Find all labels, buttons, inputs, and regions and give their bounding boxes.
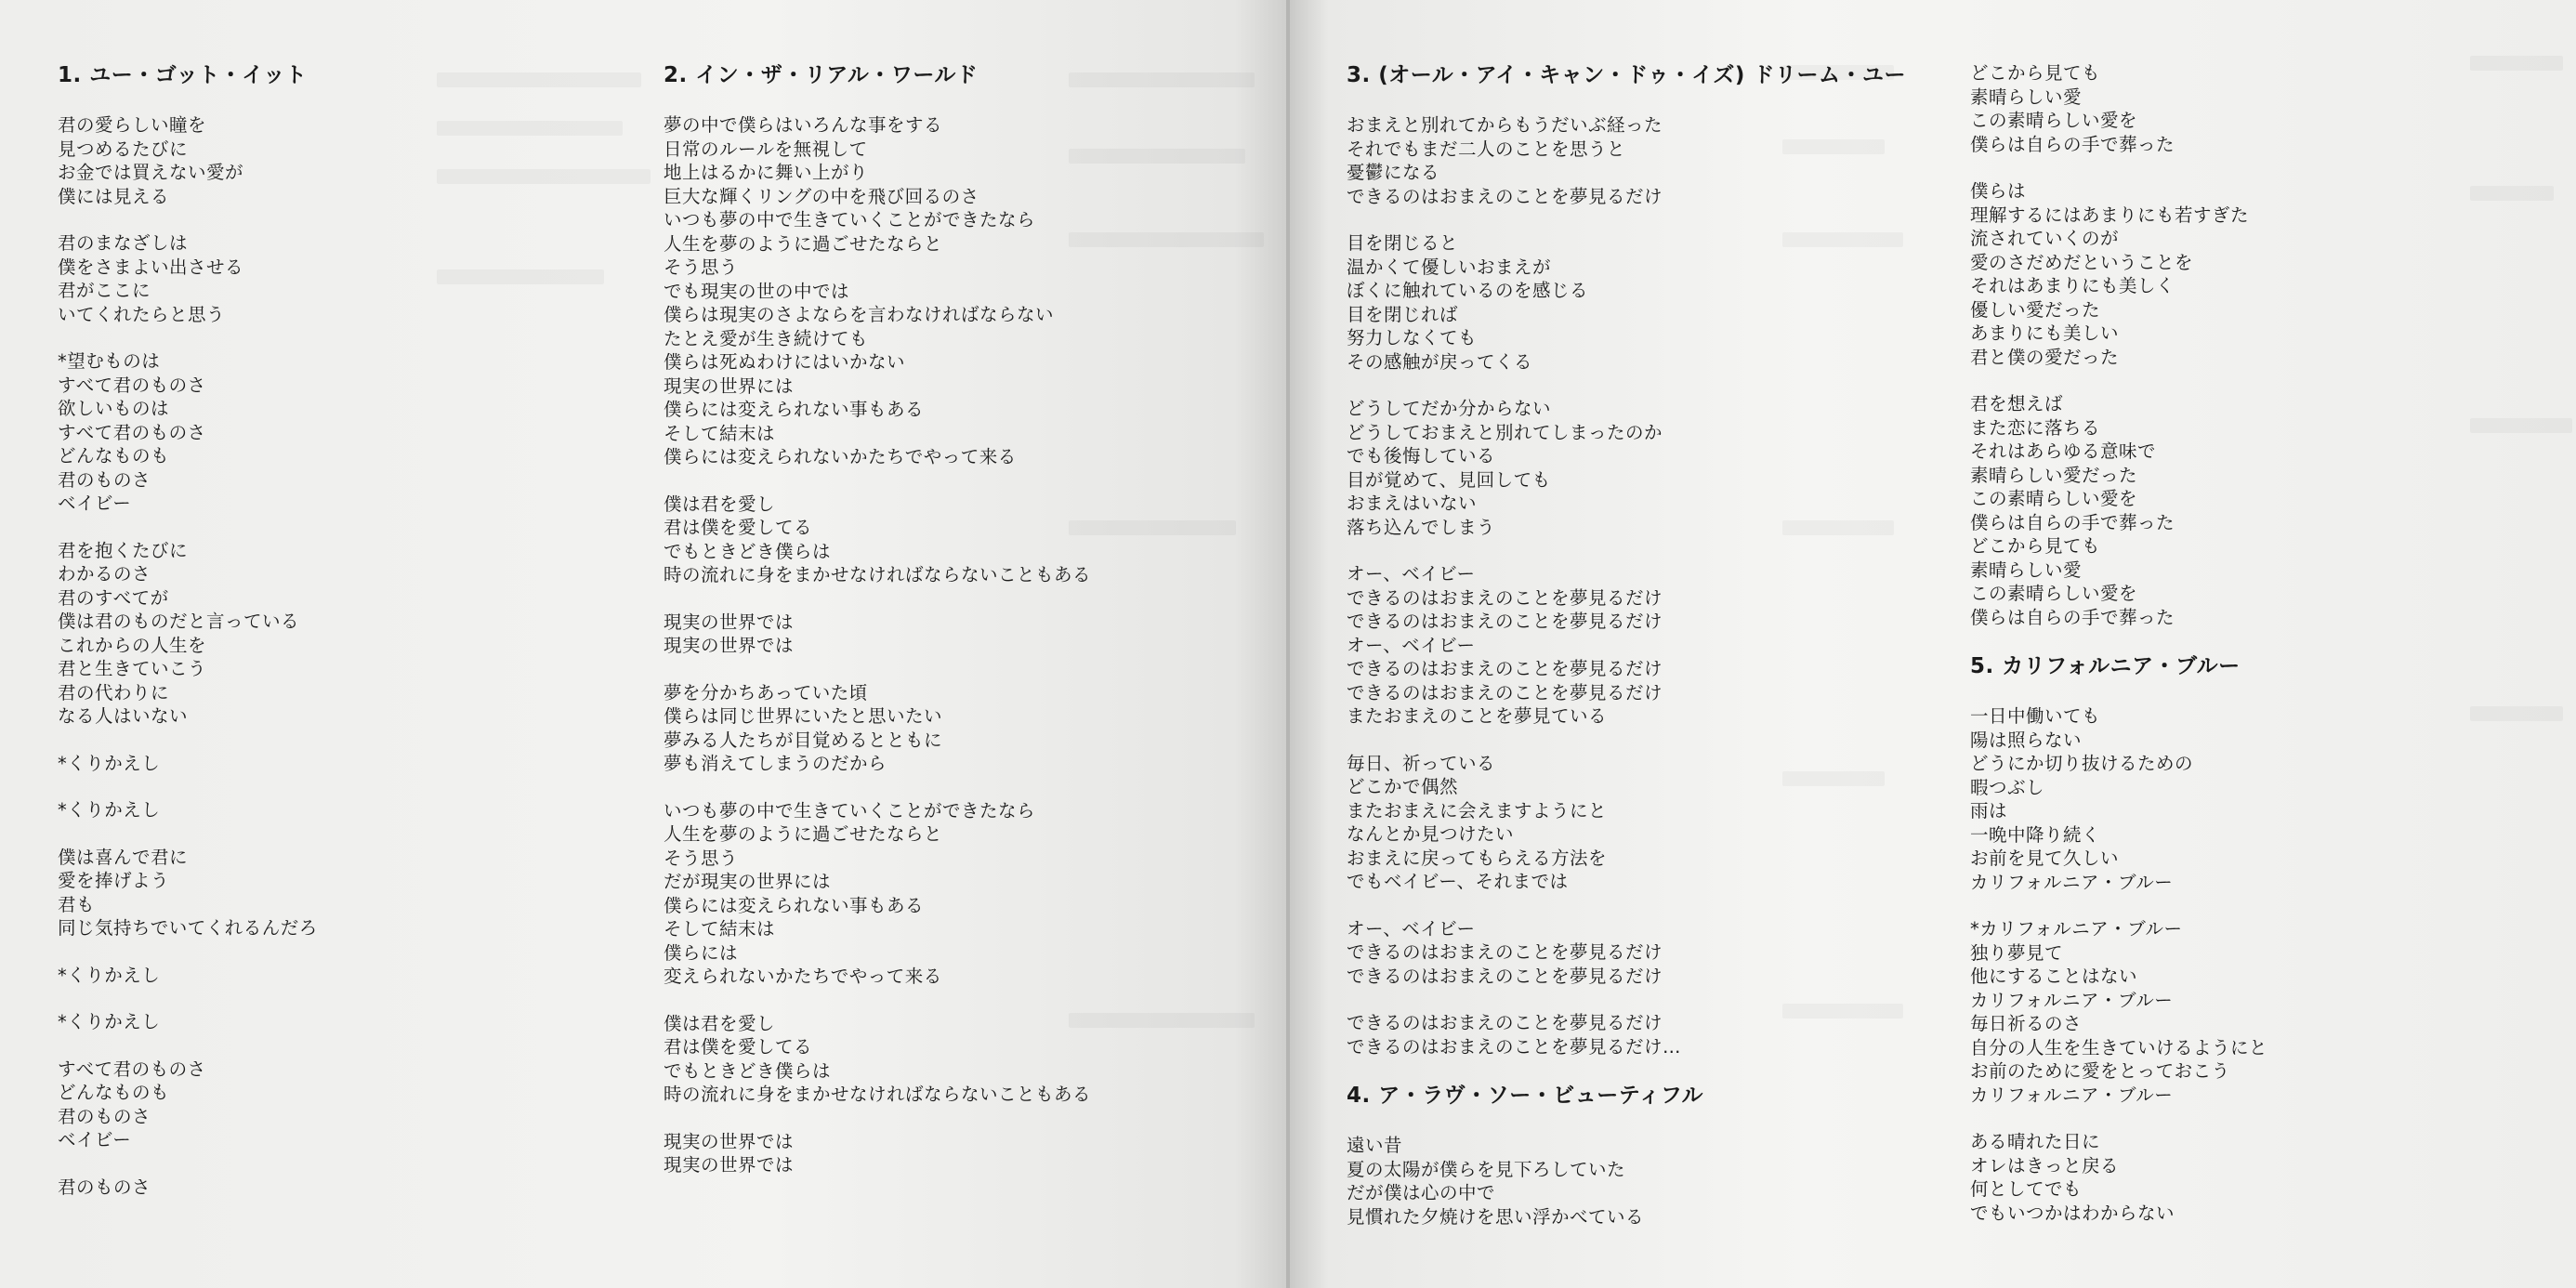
lyric-line: いつも夢の中で生きていくことができたなら: [664, 209, 1036, 230]
lyric-line: なんとか見つけたい: [1347, 823, 1515, 845]
lyric-line: それはあまりにも美しく: [1970, 275, 2175, 296]
lyric-line: でも現実の世の中では: [664, 280, 850, 302]
lyric-line: そして結末は: [664, 918, 776, 940]
lyric-line: でもベイビー、それまでは: [1347, 871, 1569, 892]
lyric-stanza: [58, 539, 634, 729]
lyric-line: 君も: [58, 893, 96, 915]
lyric-stanza: [1970, 61, 2546, 156]
lyric-line: またおまえのことを夢見ている: [1347, 705, 1608, 727]
lyric-stanza: [1347, 752, 1923, 894]
lyric-line: 愛を捧げよう: [58, 870, 170, 891]
lyric-stanza: [1970, 392, 2546, 629]
lyric-line: わかるのさ: [58, 563, 151, 585]
lyric-line: 君を想えば: [1970, 393, 2064, 414]
lyric-line: 地上はるかに舞い上がり: [664, 162, 869, 183]
lyric-stanza: [58, 1176, 634, 1200]
lyric-line: 夢も消えてしまうのだから: [664, 753, 887, 774]
lyric-line: 君のものさ: [58, 468, 151, 491]
lyric-line: 目を閉じれば: [1347, 303, 1459, 325]
lyric-stanza: [1347, 113, 1923, 208]
lyric-line: すべて君のものさ: [58, 421, 206, 443]
lyric-line: おまえに戻ってもらえる方法を: [1347, 847, 1608, 869]
lyric-line: 独り夢見て: [1970, 941, 2064, 964]
lyric-line: 目を閉じると: [1347, 232, 1459, 254]
lyric-line: 僕は君を愛し: [664, 1012, 776, 1034]
lyric-line: どこから見ても: [1970, 62, 2101, 84]
lyric-line: いてくれたらと思う: [58, 303, 226, 325]
lyric-line: 温かくて優しいおまえが: [1347, 256, 1552, 278]
lyric-line: 僕は喜んで君に: [58, 846, 189, 868]
lyric-line: 毎日、祈っている: [1347, 752, 1496, 774]
lyric-line: ぼくに触れているのを感じる: [1347, 280, 1589, 301]
lyric-line: 一日中働いても: [1970, 705, 2101, 727]
lyric-line: 僕らには: [664, 941, 739, 964]
lyric-line: 僕らは現実のさよならを言わなければならない: [664, 304, 1055, 325]
lyric-line: そして結末は: [664, 422, 776, 444]
lyric-line: 努力しなくても: [1347, 327, 1478, 348]
lyric-line: カリフォルニア・ブルー: [1970, 871, 2174, 893]
lyric-stanza: [58, 846, 634, 940]
lyric-line: お金では買えない愛が: [58, 162, 244, 183]
song-title: 1. ユー・ゴット・イット: [58, 63, 308, 87]
lyric-line: でも後悔している: [1347, 445, 1496, 467]
lyric-line: できるのはおまえのことを夢見るだけ: [1347, 681, 1663, 703]
lyric-line: だが僕は心の中で: [1347, 1182, 1496, 1203]
lyric-line: 愛のさだめだということを: [1970, 251, 2194, 273]
lyric-line: 現実の世界では: [664, 1130, 795, 1152]
lyric-line: ベイビー: [58, 493, 132, 514]
lyric-line: でもときどき僕らは: [664, 540, 832, 562]
lyric-line: 落ち込んでしまう: [1347, 516, 1496, 538]
lyrics-column-3: [1347, 61, 1923, 1252]
lyric-line: 自分の人生を生きていけるようにと: [1970, 1036, 2268, 1058]
lyric-line: 何としてでも: [1970, 1178, 2083, 1200]
lyric-line: 君と生きていこう: [58, 658, 207, 679]
lyric-line: 僕らには変えられない事もある: [664, 399, 925, 420]
lyric-stanza: [58, 113, 634, 208]
lyric-stanza: [58, 231, 634, 326]
lyric-line: どこかで偶然: [1347, 776, 1459, 797]
lyric-stanza: [1970, 917, 2546, 1107]
lyric-stanza: [58, 964, 634, 988]
lyric-line: どんなものも: [58, 445, 170, 467]
song-title: 2. イン・ザ・リアル・ワールド: [664, 63, 979, 87]
lyric-line: 君は僕を愛してる: [664, 517, 813, 538]
lyric-line: その感触が戻ってくる: [1347, 350, 1533, 373]
lyric-line: 僕らには変えられないかたちでやって来る: [664, 446, 1017, 467]
lyric-line: 人生を夢のように過ごせたならと: [664, 823, 943, 845]
lyric-line: 素晴らしい愛: [1970, 559, 2083, 581]
lyric-line: できるのはおまえのことを夢見るだけ: [1347, 941, 1663, 963]
lyric-line: そう思う: [664, 256, 739, 278]
lyric-line: 君のまなざしは: [58, 232, 189, 254]
lyric-line: 君のものさ: [58, 1176, 151, 1198]
lyric-line: 優しい愛だった: [1970, 298, 2101, 321]
song-block: [58, 61, 634, 1199]
song-title: 5. カリフォルニア・ブルー: [1970, 654, 2241, 678]
lyric-line: それでもまだ二人のことを思うと: [1347, 138, 1626, 160]
lyric-line: いつも夢の中で生きていくことができたなら: [664, 799, 1036, 821]
lyric-line: できるのはおまえのことを夢見るだけ…: [1347, 1035, 1682, 1058]
lyric-stanza: [1347, 1011, 1923, 1058]
lyric-line: 現実の世界では: [664, 611, 795, 633]
lyric-line: 夢みる人たちが目覚めるとともに: [664, 729, 943, 751]
lyric-line: オレはきっと戻る: [1970, 1154, 2120, 1176]
lyric-line: 現実の世界には: [664, 375, 795, 397]
lyric-line: できるのはおまえのことを夢見るだけ: [1347, 1012, 1663, 1033]
lyric-line: できるのはおまえのことを夢見るだけ: [1347, 965, 1663, 987]
lyric-line: オー、ベイビー: [1347, 917, 1476, 940]
lyric-line: 君のものさ: [58, 1105, 151, 1127]
lyric-line: カリフォルニア・ブルー: [1970, 1084, 2174, 1106]
lyric-line: 僕らには変えられない事もある: [664, 894, 925, 916]
lyric-line: 見慣れた夕焼けを思い浮かべている: [1347, 1205, 1645, 1228]
lyric-line: どんなものも: [58, 1082, 170, 1103]
lyric-line: 僕には見える: [58, 185, 170, 207]
lyric-stanza: [1347, 231, 1923, 374]
lyric-line: でもいつかはわからない: [1970, 1202, 2175, 1224]
lyric-stanza: [1347, 397, 1923, 539]
lyric-line: *望むものは: [58, 350, 161, 372]
lyric-line: 君と僕の愛だった: [1970, 346, 2120, 368]
lyric-stanza: [1970, 179, 2546, 369]
lyric-stanza: [664, 113, 1240, 469]
lyric-line: 目が覚めて、見回しても: [1347, 468, 1551, 491]
lyric-line: 時の流れに身をまかせなければならないこともある: [664, 1084, 1092, 1105]
lyric-line: これからの人生を: [58, 634, 207, 656]
lyric-line: 憂鬱になる: [1347, 162, 1440, 183]
lyric-line: この素晴らしい愛を: [1970, 583, 2138, 604]
song-title: 4. ア・ラヴ・ソー・ビューティフル: [1347, 1084, 1703, 1108]
lyric-line: できるのはおまえのことを夢見るだけ: [1347, 185, 1663, 207]
lyric-stanza: [664, 493, 1240, 587]
lyric-line: オー、ベイビー: [1347, 563, 1476, 585]
lyric-line: でもときどき僕らは: [664, 1059, 832, 1082]
lyric-line: 同じ気持ちでいてくれるんだろ: [58, 917, 318, 939]
lyric-line: 他にすることはない: [1970, 966, 2138, 987]
lyric-line: なる人はいない: [58, 705, 189, 727]
lyric-line: 夢の中で僕らはいろんな事をする: [664, 114, 943, 136]
lyrics-column-2: [664, 61, 1240, 1201]
lyric-stanza: [1970, 704, 2546, 894]
lyric-stanza: [58, 349, 634, 516]
lyric-line: 僕は君を愛し: [664, 493, 776, 515]
lyric-line: どうにか切り抜けるための: [1970, 753, 2194, 774]
lyric-line: 僕らは死ぬわけにはいかない: [664, 351, 906, 373]
lyric-stanza: [664, 799, 1240, 989]
lyric-line: *くりかえし: [58, 964, 161, 986]
lyric-line: すべて君のものさ: [58, 1058, 206, 1080]
lyric-stanza: [58, 752, 634, 776]
lyric-line: どこから見ても: [1970, 535, 2101, 557]
lyric-line: それはあらゆる意味で: [1970, 440, 2157, 462]
lyric-line: 素晴らしい愛だった: [1970, 464, 2138, 486]
lyric-line: 理解するにはあまりにも若すぎた: [1970, 204, 2250, 226]
lyric-line: どうしてだか分からない: [1347, 398, 1552, 419]
lyric-line: 一晩中降り続く: [1970, 823, 2101, 846]
lyric-line: 人生を夢のように過ごせたならと: [664, 232, 943, 255]
lyric-line: だが現実の世界には: [664, 871, 832, 892]
lyric-line: 日常のルールを無視して: [664, 138, 868, 160]
lyric-line: ベイビー: [58, 1129, 132, 1150]
lyric-line: できるのはおまえのことを夢見るだけ: [1347, 586, 1663, 609]
lyric-line: 僕らは自らの手で葬った: [1970, 606, 2175, 628]
song-block: [664, 61, 1240, 1177]
lyric-stanza: [58, 1010, 634, 1034]
lyric-line: *くりかえし: [58, 1011, 161, 1032]
lyric-line: 時の流れに身をまかせなければならないこともある: [664, 564, 1092, 585]
lyric-line: カリフォルニア・ブルー: [1970, 989, 2174, 1011]
lyric-line: ある晴れた日に: [1970, 1131, 2101, 1152]
lyric-stanza: [1347, 562, 1923, 729]
lyric-line: オー、ベイビー: [1347, 634, 1476, 656]
lyric-stanza: [664, 681, 1240, 776]
lyric-line: お前を見て久しい: [1970, 848, 2120, 869]
lyric-line: 陽は照らない: [1970, 729, 2083, 751]
lyrics-column-4: [1970, 61, 2546, 1248]
song-block: [1347, 61, 1923, 1058]
lyric-line: 君の代わりに: [58, 681, 170, 703]
lyric-line: すべて君のものさ: [58, 374, 206, 396]
song-block: [1970, 652, 2546, 1225]
song-title: 3. (オール・アイ・キャン・ドゥ・イズ) ドリーム・ユー: [1347, 63, 1906, 87]
lyric-line: おまえはいない: [1347, 493, 1478, 514]
lyric-line: 夢を分かちあっていた頃: [664, 681, 868, 703]
lyric-line: 素晴らしい愛: [1970, 85, 2083, 108]
lyric-line: 暇つぶし: [1970, 776, 2045, 798]
lyric-line: 毎日祈るのさ: [1970, 1013, 2083, 1034]
lyric-line: 夏の太陽が僕らを見下ろしていた: [1347, 1158, 1626, 1180]
lyric-line: あまりにも美しい: [1970, 322, 2120, 344]
lyric-line: 現実の世界では: [664, 1154, 795, 1176]
lyric-line: 君の愛らしい瞳を: [58, 114, 207, 136]
lyric-line: 君を抱くたびに: [58, 539, 189, 561]
lyric-line: 僕をさまよい出させる: [58, 256, 244, 278]
lyric-line: 流されていくのが: [1970, 228, 2120, 249]
lyric-line: 君のすべてが: [58, 586, 169, 609]
lyric-line: この素晴らしい愛を: [1970, 110, 2138, 131]
lyric-line: そう思う: [664, 847, 739, 869]
lyric-line: 雨は: [1970, 800, 2008, 821]
lyric-line: 僕らは自らの手で葬った: [1970, 511, 2175, 533]
lyric-line: 僕は君のものだと言っている: [58, 611, 300, 632]
lyric-line: *くりかえし: [58, 799, 161, 821]
lyric-line: *くりかえし: [58, 752, 161, 774]
lyric-line: できるのはおまえのことを夢見るだけ: [1347, 611, 1663, 632]
lyric-stanza: [58, 1058, 634, 1152]
lyric-line: 僕らは自らの手で葬った: [1970, 133, 2175, 155]
lyric-line: 欲しいものは: [58, 398, 170, 419]
lyrics-column-1: [58, 61, 634, 1222]
lyric-line: またおまえに会えますようにと: [1347, 799, 1608, 821]
lyric-line: 僕らは同じ世界にいたと思いたい: [664, 705, 943, 727]
lyric-line: 変えられないかたちでやって来る: [664, 966, 942, 987]
lyric-line: この素晴らしい愛を: [1970, 488, 2138, 509]
song-block: [1347, 1082, 1923, 1229]
lyric-stanza: [664, 611, 1240, 658]
song-block: [1970, 61, 2546, 629]
lyric-stanza: [664, 1012, 1240, 1107]
lyric-line: 君がここに: [58, 280, 151, 301]
lyric-line: *カリフォルニア・ブルー: [1970, 918, 2183, 940]
lyric-line: 見つめるたびに: [58, 138, 189, 160]
lyric-line: 巨大な輝くリングの中を飛び回るのさ: [664, 185, 979, 207]
lyric-stanza: [664, 1130, 1240, 1177]
lyric-stanza: [1970, 1130, 2546, 1225]
lyric-line: 遠い昔: [1347, 1135, 1403, 1156]
lyric-line: 現実の世界では: [664, 635, 795, 656]
lyric-stanza: [1347, 1134, 1923, 1229]
lyric-line: おまえと別れてからもうだいぶ経った: [1347, 114, 1663, 136]
lyric-line: 君は僕を愛してる: [664, 1036, 813, 1058]
lyric-line: 僕らは: [1970, 180, 2027, 202]
lyric-line: できるのはおまえのことを夢見るだけ: [1347, 658, 1663, 679]
lyric-line: たとえ愛が生き続けても: [664, 327, 869, 349]
lyric-stanza: [1347, 917, 1923, 989]
lyric-line: お前のために愛をとっておこう: [1970, 1060, 2230, 1082]
lyric-stanza: [58, 798, 634, 822]
lyric-line: どうしておまえと別れてしまったのか: [1347, 421, 1663, 443]
lyric-line: また恋に落ちる: [1970, 416, 2101, 439]
